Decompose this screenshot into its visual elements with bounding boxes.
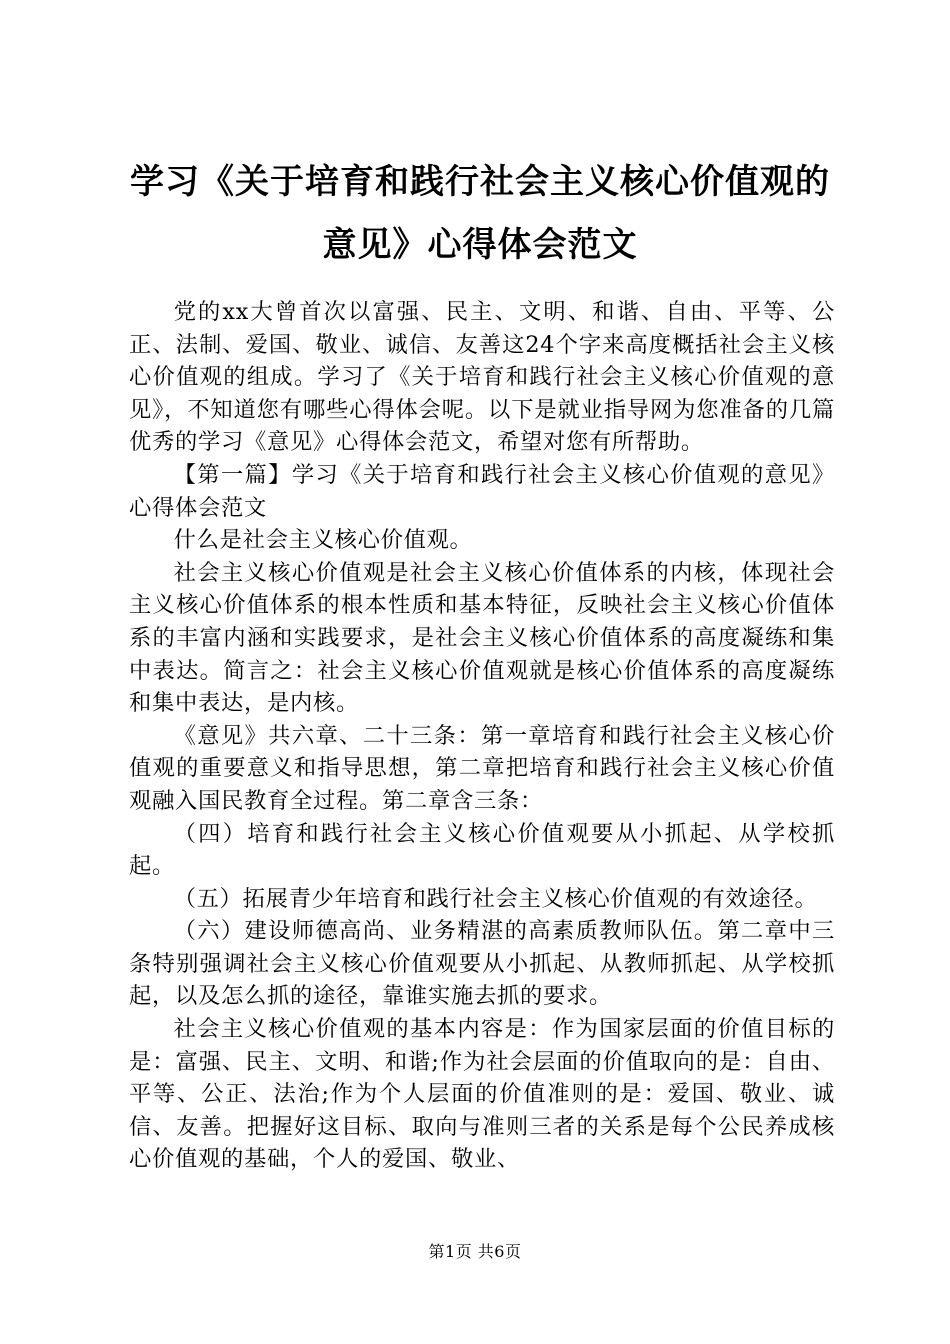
paragraph: （五）拓展青少年培育和践行社会主义核心价值观的有效途径。 bbox=[173, 885, 818, 912]
document-body bbox=[129, 296, 835, 1176]
document-title-line-2: 意见》心得体会范文 bbox=[322, 225, 638, 265]
paragraph: （四）培育和践行社会主义核心价值观要从小抓起、从学校抓起。 bbox=[129, 820, 835, 880]
paragraph: 社会主义核心价值观是社会主义核心价值体系的内核，体现社会主义核心价值体系的根本性质和基本特征，反映社会主义核心价值体系的丰富内涵和实践要求，是社会主义核心价值体系的高度凝练和集中表达。简言之：社会主义核心价值观就是核心价值体系的高度凝练和集中表达，是内核。 bbox=[129, 559, 835, 717]
paragraph: （六）建设师德高尚、业务精湛的高素质教师队伍。第二章中三条特别强调社会主义核心价值观要从小抓起、从教师抓起、从学校抓起，以及怎么抓的途径，靠谁实施去抓的要求。 bbox=[129, 918, 835, 1010]
paragraph: 《意见》共六章、二十三条：第一章培育和践行社会主义核心价值观的重要意义和指导思想，第二章把培育和践行社会主义核心价值观融入国民教育全过程。第二章含三条： bbox=[129, 722, 835, 814]
document-title-line-1: 学习《关于培育和践行社会主义核心价值观的 bbox=[130, 162, 830, 202]
page-number-footer: 第1页 共6页 bbox=[428, 1242, 522, 1261]
paragraph: 社会主义核心价值观的基本内容是：作为国家层面的价值目标的是：富强、民主、文明、和谐;作为社会层面的价值取向的是：自由、平等、公正、法治;作为个人层面的价值准则的是：爱国、敬业、诚信、友善。把握好这目标、取向与准则三者的关系是每个公民养成核心价值观的基础，个人的爱国、敬业、 bbox=[129, 1016, 835, 1173]
paragraph: 什么是社会主义核心价值观。 bbox=[173, 527, 473, 554]
paragraph: 【第一篇】学习《关于培育和践行社会主义核心价值观的意见》心得体会范文 bbox=[129, 461, 835, 521]
paragraph: 党的xx大曾首次以富强、民主、文明、和谐、自由、平等、公正、法制、爱国、敬业、诚信、友善这24个字来高度概括社会主义核心价值观的组成。学习了《关于培育和践行社会主义核心价值观的意见》，不知道您有哪些心得体会呢。以下是就业指导网为您准备的几篇优秀的学习《意见》心得体会范文，希望对您有所帮助。 bbox=[129, 299, 836, 456]
